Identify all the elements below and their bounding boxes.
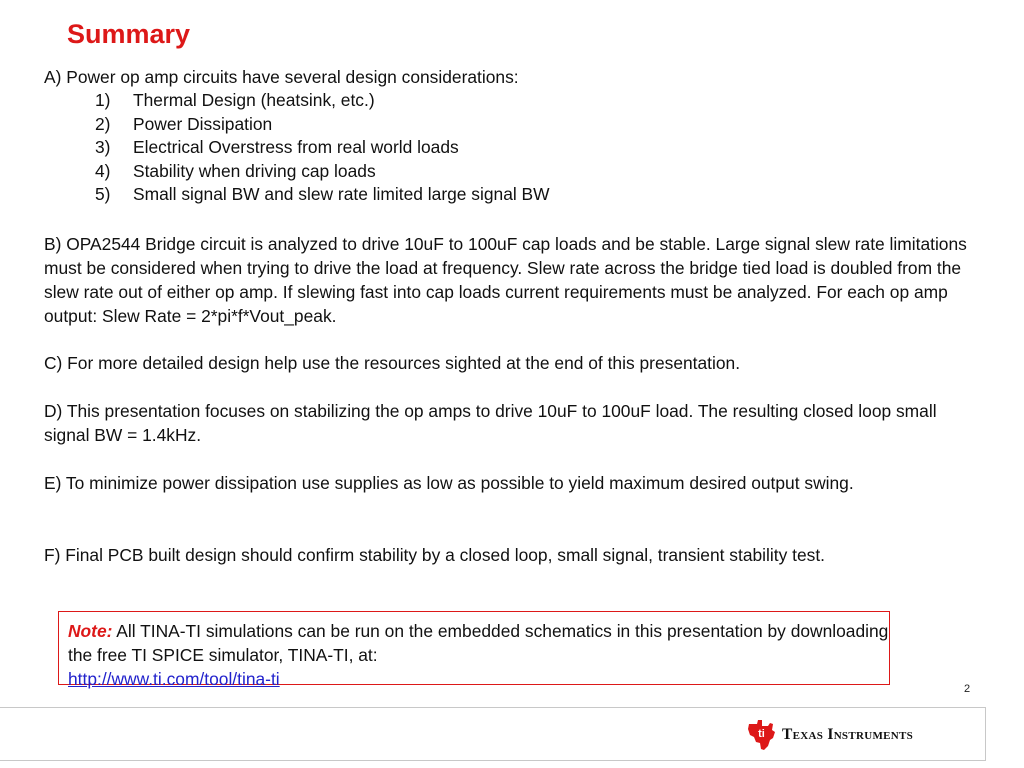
list-item-text: Stability when driving cap loads xyxy=(133,160,376,181)
note-text: All TINA-TI simulations can be run on the embedded schematics in this presentation by downloading the free TI SPICE simulator, TINA-TI, at: xyxy=(68,621,889,665)
slide-title: Summary xyxy=(67,19,191,49)
list-item-number: 4) xyxy=(95,160,111,181)
svg-text:ti: ti xyxy=(758,728,765,740)
list-item xyxy=(95,136,550,160)
section-c-paragraph: C) For more detailed design help use the resources sighted at the end of this presentation. xyxy=(44,353,741,373)
page-number: 2 xyxy=(964,683,971,695)
ti-logo-icon xyxy=(746,718,776,752)
section-f-paragraph: F) Final PCB built design should confirm stability by a closed loop, small signal, transient stability test. xyxy=(44,545,825,565)
design-considerations-list xyxy=(95,89,550,207)
note-label: Note: xyxy=(68,621,113,641)
list-item-text: Small signal BW and slew rate limited large signal BW xyxy=(133,184,550,204)
section-b-paragraph: B) OPA2544 Bridge circuit is analyzed to drive 10uF to 100uF cap loads and be stable. Large signal slew rate limitations must be considered when trying to drive the load at frequency. Slew rate across the bridge tied load is doubled from the slew rate out of either op amp. If slewing fast into cap loads current requirements must be analyzed. For each op amp output: Slew Rate = 2*pi*f*Vout_peak. xyxy=(44,234,967,326)
list-item xyxy=(95,183,550,207)
list-item xyxy=(95,160,550,184)
list-item-number: 1) xyxy=(95,90,111,110)
section-d-paragraph: D) This presentation focuses on stabilizing the op amps to drive 10uF to 100uF load. The resulting closed loop small signal BW = 1.4kHz. xyxy=(44,401,937,445)
list-item-number: 2) xyxy=(95,113,111,134)
list-item-text: Power Dissipation xyxy=(133,113,273,134)
list-item-number: 5) xyxy=(95,184,111,204)
list-item-number: 3) xyxy=(95,137,111,157)
list-item-text: Electrical Overstress from real world loads xyxy=(133,137,459,157)
list-item xyxy=(95,113,550,137)
note-box xyxy=(58,611,890,689)
section-a-intro: A) Power op amp circuits have several design considerations: xyxy=(44,67,519,87)
list-item xyxy=(95,89,550,113)
tina-ti-link[interactable]: http://www.ti.com/tool/tina-ti xyxy=(68,669,280,689)
section-e-paragraph: E) To minimize power dissipation use supplies as low as possible to yield maximum desired output swing. xyxy=(44,473,854,493)
brand-name: Texas Instruments xyxy=(782,726,914,743)
ti-logo xyxy=(746,718,913,752)
list-item-text: Thermal Design (heatsink, etc.) xyxy=(133,90,375,110)
